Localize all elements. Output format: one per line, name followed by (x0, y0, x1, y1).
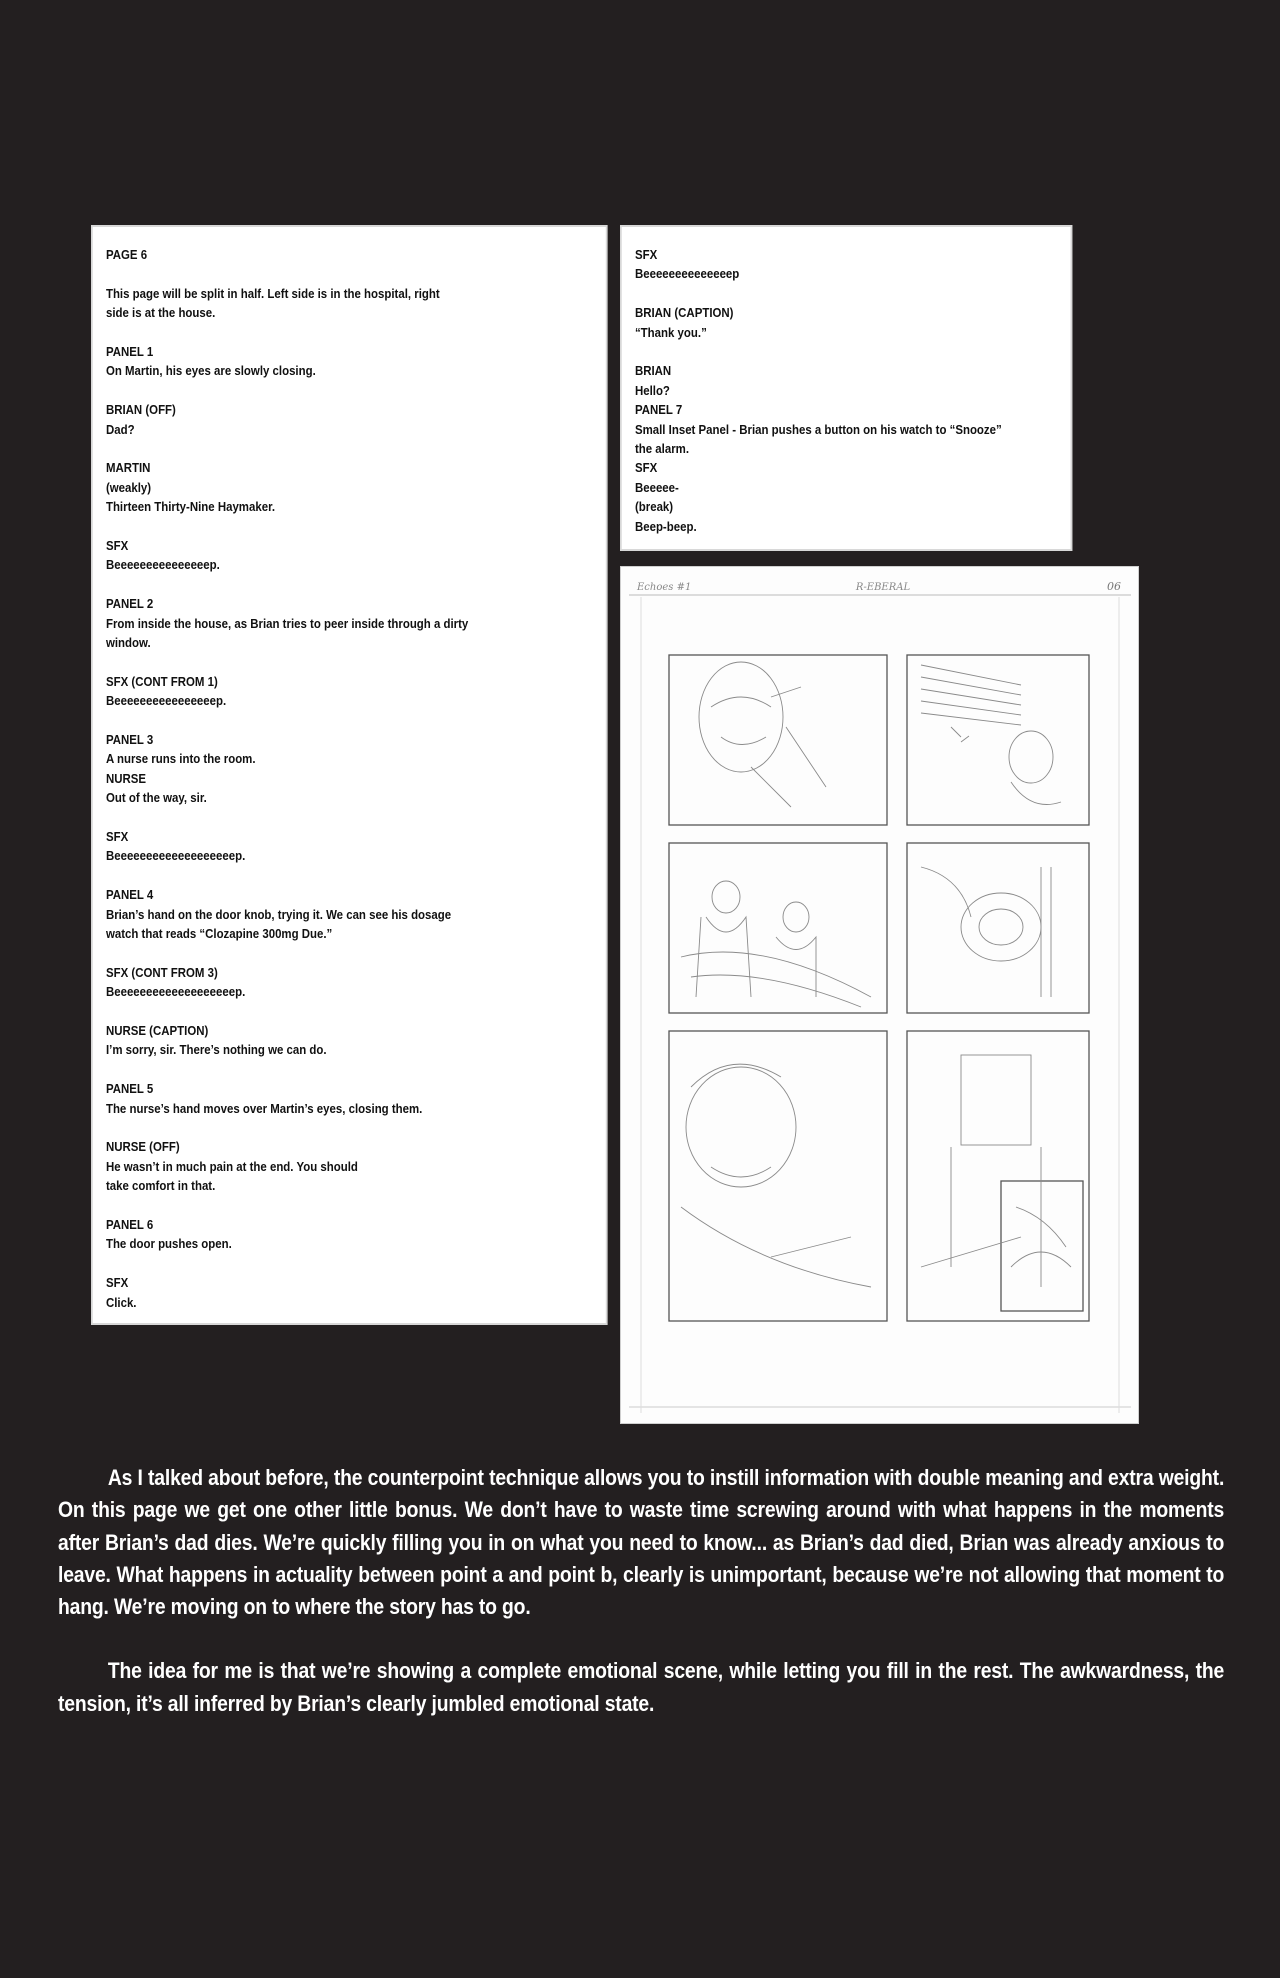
script-line: PANEL 2 From inside the house, as Brian tries to peer inside through a dirty window. (105, 596, 469, 651)
script-line: PAGE 6 (105, 247, 148, 262)
sketch-header-center: R-EBERAL (855, 582, 911, 593)
commentary-paragraph: The idea for me is that we’re showing a complete emotional scene, while letting you fill in the rest. The awkwardness, the tension, it’s all inferred by Brian’s clearly jumbled emotional state. (58, 1658, 1225, 1716)
script-line: PANEL 5 The nurse’s hand moves over Martin’s eyes, closing them. (105, 1081, 423, 1116)
script-line: PANEL 3 A nurse runs into the room. NURSE Out of the way, sir. (105, 732, 256, 806)
sketch-header-right: 06 (1107, 580, 1121, 593)
script-line: SFX (CONT FROM 1) Beeeeeeeeeeeeeeeep. (105, 673, 227, 709)
pencil-sketch-page (620, 566, 1139, 1424)
commentary-paragraph: As I talked about before, the counterpoint technique allows you to instill information with double meaning and extra weight. On this page we get one other little bonus. We don’t have to waste time screwing around with what happens in the moments after Brian’s dad dies. We’re quickly filling you in on what you need to know... as Brian’s dad died, Brian was already anxious to leave. What happens in actuality between point a and point b, clearly is unimportant, because we’re not allowing that moment to hang. We’re moving on to where the story has to go. (58, 1465, 1225, 1620)
script-line: SFX Beeeeeeeeeeeeeep (634, 247, 740, 282)
commentary-text (58, 1462, 1224, 1752)
script-line: NURSE (CAPTION) I’m sorry, sir. There’s nothing we can do. (105, 1023, 327, 1058)
script-line: BRIAN (CAPTION) “Thank you.” (634, 305, 734, 340)
script-page-right (620, 225, 1072, 551)
script-line: PANEL 4 Brian’s hand on the door knob, trying it. We can see his dosage watch that reads “Clozapine 300mg Due.” (105, 887, 452, 942)
script-line: SFX Click. (105, 1275, 137, 1310)
script-line: This page will be split in half. Left side is in the hospital, right side is at the house. (105, 285, 440, 321)
script-line: BRIAN (OFF) Dad? (105, 402, 176, 437)
script-line: MARTIN (weakly) Thirteen Thirty-Nine Haymaker. (105, 460, 276, 515)
script-line: SFX Beeeeeeeeeeeeeeep. (105, 538, 220, 573)
script-line: SFX Beeeeeeeeeeeeeeeeeeep. (105, 829, 246, 864)
script-line: NURSE (OFF) He wasn’t in much pain at the end. You should take comfort in that. (105, 1139, 358, 1194)
script-page-left (91, 225, 608, 1325)
sketch-header-left: Echoes #1 (637, 582, 692, 593)
script-line: PANEL 6 The door pushes open. (105, 1217, 232, 1252)
script-line: SFX (CONT FROM 3) Beeeeeeeeeeeeeeeeeeep. (105, 964, 246, 1000)
script-line: BRIAN Hello? PANEL 7 Small Inset Panel - Brian pushes a button on his watch to “Snooze” the alarm. SFX Beeeee- (break) Beep-beep. (634, 363, 1002, 534)
script-line: PANEL 1 On Martin, his eyes are slowly closing. (105, 344, 316, 379)
